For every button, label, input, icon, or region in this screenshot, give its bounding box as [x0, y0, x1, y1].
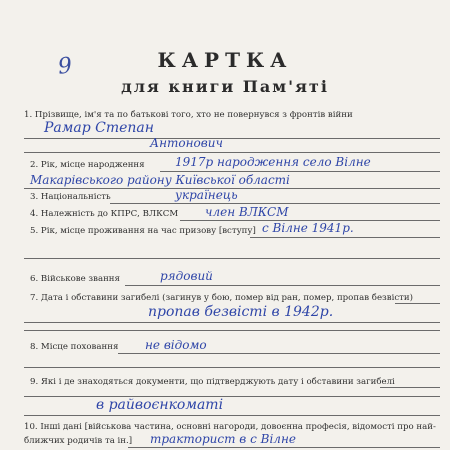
field-1-value-line1: Рамар Степан [44, 120, 154, 136]
card-subtitle: для книги Пам'яті [121, 77, 329, 96]
field-9-value: в райвоєнкоматі [96, 397, 224, 413]
field-6-value: рядовий [160, 269, 213, 283]
field-10-value: тракторист в с Вілне [150, 432, 296, 446]
field-9-label: 9. Які і де знаходяться документи, що підтверджують дату і обставини загибелі [30, 377, 395, 387]
field-7-line-1 [24, 322, 440, 323]
field-4-label: 4. Належність до КПРС, ВЛКСМ [30, 209, 179, 219]
card-title: КАРТКА [157, 48, 293, 72]
field-2-value-line1: 1917р народження село Вілне [175, 155, 371, 169]
field-2-label: 2. Рік, місце народження [30, 160, 145, 170]
field-3-value: українець [175, 188, 238, 202]
field-3-label: 3. Національність [30, 192, 111, 202]
field-7-label: 7. Дата і обставини загибелі (загинув у бою, помер від ран, помер, пропав безвісти) [30, 293, 413, 303]
field-1-line-1 [24, 138, 440, 139]
field-1-line-2 [24, 152, 440, 153]
field-2-line-1 [160, 171, 440, 172]
field-4-value: член ВЛКСМ [205, 205, 289, 219]
field-9-line-0 [380, 387, 440, 388]
field-7-line-0 [395, 303, 440, 304]
field-8-line-2 [24, 367, 440, 368]
field-10-label-line1: 10. Інші дані [військова частина, основні нагороди, довоєнна професія, відомості про най- [24, 422, 436, 432]
corner-number-mark: 9 [56, 53, 74, 80]
field-1-label: 1. Прізвище, ім'я та по батькові того, хто не повернувся з фронтів війни [24, 110, 353, 120]
field-8-value: не відомо [145, 338, 207, 352]
field-5-line-2 [24, 258, 440, 259]
field-10-line [128, 447, 440, 448]
field-6-line [125, 285, 440, 286]
field-2-value-line2: Макарівського району Київської області [30, 173, 290, 187]
field-7-value: пропав безвісті в 1942р. [148, 304, 334, 320]
field-7-line-2 [24, 330, 440, 331]
field-9-line-2 [24, 415, 440, 416]
field-5-line-1 [250, 237, 440, 238]
field-5-label: 5. Рік, місце проживання на час призову [вступу] [30, 226, 256, 236]
field-9-line-1 [24, 396, 440, 397]
field-3-line [110, 203, 440, 204]
field-1-value-line2: Антонович [150, 136, 223, 150]
field-10-label-line2: ближчих родичів та ін.] [24, 436, 133, 446]
field-6-label: 6. Військове звання [30, 274, 120, 284]
field-5-value: с Вілне 1941р. [262, 221, 354, 235]
field-8-label: 8. Місце поховання [30, 342, 119, 352]
field-8-line [118, 353, 440, 354]
